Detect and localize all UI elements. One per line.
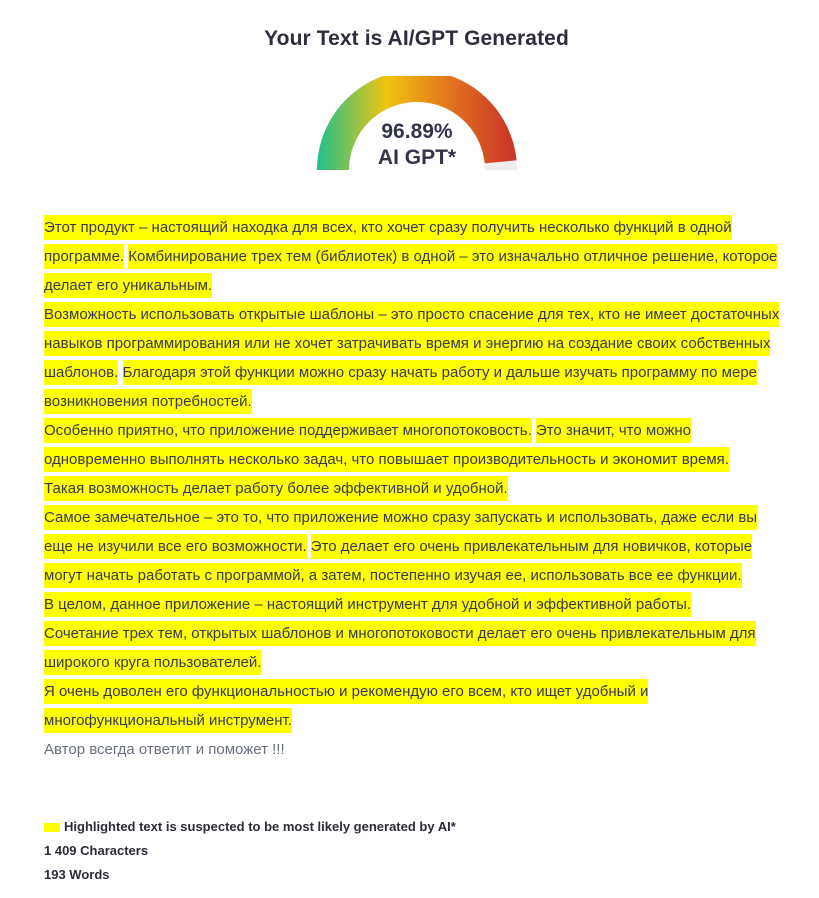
page-title: Your Text is AI/GPT Generated [264, 27, 569, 50]
highlighted-sentence: Сочетание трех тем, открытых шаблонов и многопотоковости делает его очень привлекательным для широкого круга пользователей. [44, 621, 756, 675]
highlighted-sentence: Это делает его очень привлекательным для новичков, которые могут начать работать с программой, а затем, постепенно изучая ее, использовать все ее функции. [44, 534, 752, 588]
highlighted-sentence: Благодаря этой функции можно сразу начать работу и дальше изучать программу по мере возникновения потребностей. [44, 360, 757, 414]
highlighted-sentence: Самое замечательное – это то, что приложение можно сразу запускать и использовать, даже если вы еще не изучили все его возможности. [44, 505, 757, 559]
gauge-value: 96.89% [381, 120, 453, 143]
highlighted-sentence: Этот продукт – настоящий находка для всех, кто хочет сразу получить несколько функций в одной программе. [44, 215, 732, 269]
plain-sentence: Автор всегда ответит и поможет !!! [44, 741, 285, 758]
highlight-note: Highlighted text is suspected to be most likely generated by AI* [64, 819, 456, 834]
legend [44, 815, 456, 887]
highlighted-sentence: В целом, данное приложение – настоящий инструмент для удобной и эффективной работы. [44, 592, 691, 617]
highlighted-sentence: Особенно приятно, что приложение поддерживает многопотоковость. [44, 418, 532, 443]
gauge-label: AI GPT* [377, 146, 457, 169]
highlight-swatch [44, 823, 60, 832]
highlighted-sentence: Я очень доволен его функциональностью и рекомендую его всем, кто ищет удобный и многофункциональный инструмент. [44, 679, 648, 733]
analyzed-text [44, 213, 784, 764]
ai-score-gauge [315, 76, 519, 176]
word-count: 193 Words [44, 867, 110, 882]
highlighted-sentence: Возможность использовать открытые шаблоны – это просто спасение для тех, кто не имеет достаточных навыков программирования или не хочет затрачивать время и энергию на создание своих собственных шаблонов. [44, 302, 779, 385]
highlighted-sentence: Такая возможность делает работу более эффективной и удобной. [44, 476, 508, 501]
highlighted-sentence: Комбинирование трех тем (библиотек) в одной – это изначально отличное решение, которое делает его уникальным. [44, 244, 777, 298]
character-count: 1 409 Characters [44, 843, 149, 858]
highlighted-sentence: Это значит, что можно одновременно выполнять несколько задач, что повышает производительность и экономит время. [44, 418, 729, 472]
